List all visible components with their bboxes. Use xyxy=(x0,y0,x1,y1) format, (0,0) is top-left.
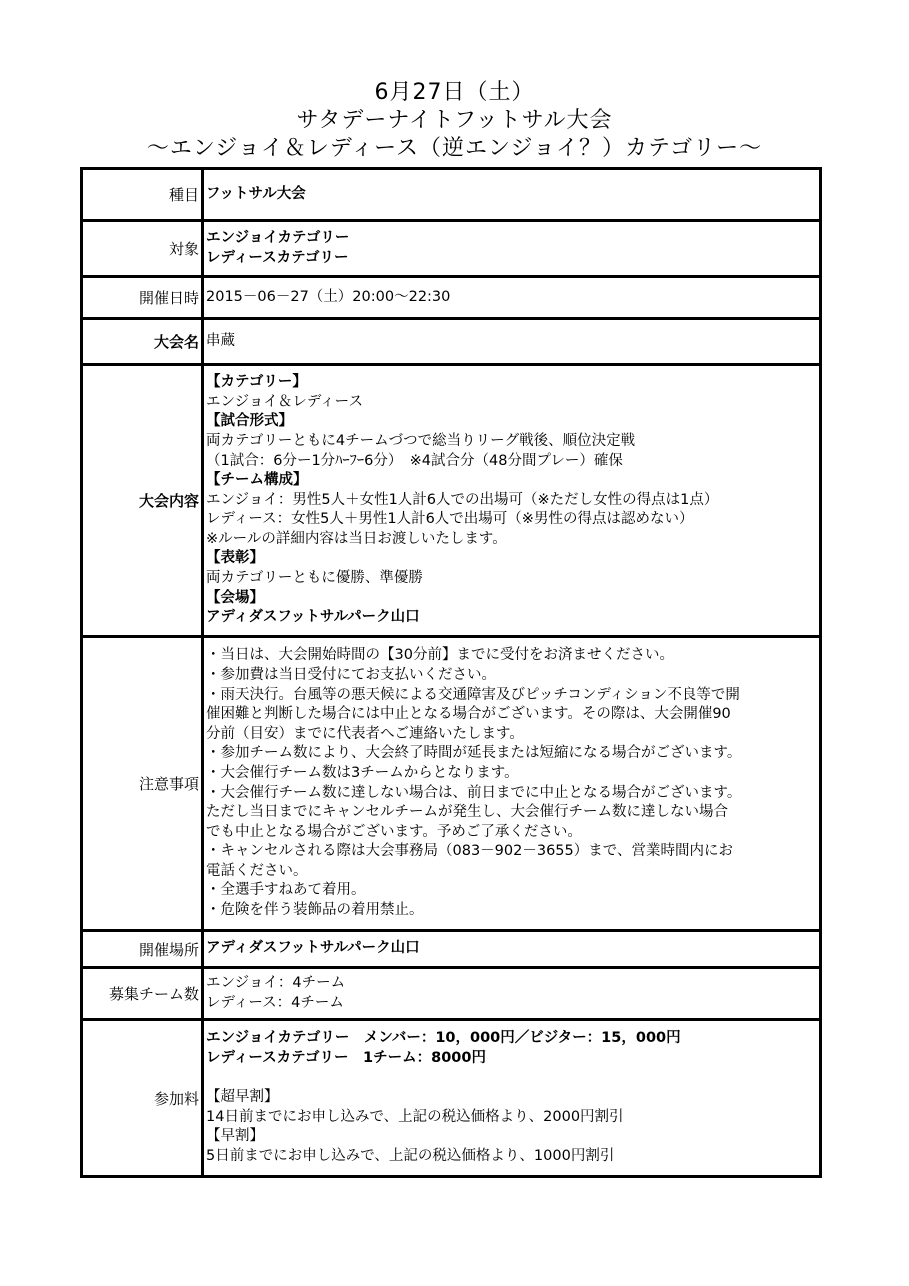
value-line: レディース：女性5人＋男性1人計6人で出場可（※男性の得点は認めない） xyxy=(206,511,694,528)
title-category: ～エンジョイ＆レディース（逆エンジョイ？）カテゴリー～ xyxy=(146,136,763,161)
value-line: アディダスフットサルパーク山口 xyxy=(206,940,420,957)
value-line: でも中止となる場合がございます。予めご了承ください。 xyxy=(206,823,582,840)
value-notes xyxy=(203,637,821,931)
value-line: 両カテゴリーともに4チームづつで総当りリーグ戦後、順位決定戦 xyxy=(206,432,636,449)
value-line: 催困難と判断した場合には中止となる場合がございます。その際は、大会開催90 xyxy=(206,706,731,723)
value-target xyxy=(203,221,821,277)
value-line: 5日前までにお申し込みで、上記の税込価格より、1000円割引 xyxy=(206,1147,615,1164)
row-event-type xyxy=(82,169,821,221)
label-event-type: 種目 xyxy=(82,169,203,221)
value-line: ・キャンセルされる際は大会事務局（083－902－3655）まで、営業時間内にお xyxy=(206,843,733,860)
value-line: ・大会催行チーム数は3チームからとなります。 xyxy=(206,764,519,781)
value-line: 【会場】 xyxy=(206,589,264,606)
value-line: レディース：4チーム xyxy=(206,994,344,1011)
value-line: 【チーム構成】 xyxy=(206,472,308,489)
value-content xyxy=(203,365,821,637)
event-info-table xyxy=(80,167,822,1178)
value-venue xyxy=(203,931,821,968)
value-event-type xyxy=(203,169,821,221)
value-line: 【カテゴリー】 xyxy=(206,374,307,391)
value-line: ※ルールの詳細内容は当日お渡しいたします。 xyxy=(206,530,507,547)
value-line: レディースカテゴリー 1チーム：8000円 xyxy=(206,1050,486,1067)
value-line: 【試合形式】 xyxy=(206,413,293,430)
value-line: 【表彰】 xyxy=(206,550,264,567)
value-line: 電話ください。 xyxy=(206,862,308,879)
row-venue xyxy=(82,931,821,968)
value-line: ・当日は、大会開始時間の【30分前】までに受付をお済ませください。 xyxy=(206,647,674,664)
label-fee: 参加料 xyxy=(82,1020,203,1177)
value-line: エンジョイ：男性5人＋女性1人計6人での出場可（※ただし女性の得点は1点） xyxy=(206,491,719,508)
row-teams xyxy=(82,968,821,1020)
value-line: フットサル大会 xyxy=(206,185,306,202)
title-date: 6月27日（土） xyxy=(374,80,535,105)
value-datetime xyxy=(203,277,821,319)
value-line: エンジョイカテゴリー xyxy=(206,229,350,246)
value-line: アディダスフットサルパーク山口 xyxy=(206,609,420,626)
value-line: ただし当日までにキャンセルチームが発生し、大会催行チーム数に達しない場合 xyxy=(206,804,728,821)
value-teams xyxy=(203,968,821,1020)
value-event-name xyxy=(203,319,821,365)
value-line: 【早割】 xyxy=(206,1128,264,1145)
value-line: （1試合：6分ー1分ﾊｰﾌｰ6分） ※4試合分（48分間プレー）確保 xyxy=(206,452,623,469)
row-fee xyxy=(82,1020,821,1177)
value-line: エンジョイカテゴリー メンバー：10，000円／ビジター：15，000円 xyxy=(206,1030,681,1047)
value-line: 【超早割】 xyxy=(206,1089,279,1106)
value-line: ・参加チーム数により、大会終了時間が延長または短縮になる場合がございます。 xyxy=(206,745,742,762)
label-notes: 注意事項 xyxy=(82,637,203,931)
value-line: エンジョイ：4チーム xyxy=(206,974,346,991)
label-venue: 開催場所 xyxy=(82,931,203,968)
label-content: 大会内容 xyxy=(82,365,203,637)
value-line: 14日前までにお申し込みで、上記の税込価格より、2000円割引 xyxy=(206,1108,624,1125)
value-line: ・参加費は当日受付にてお支払いください。 xyxy=(206,666,496,683)
label-datetime: 開催日時 xyxy=(82,277,203,319)
value-line xyxy=(206,1069,819,1089)
value-line: ・危険を伴う装飾品の着用禁止。 xyxy=(206,902,424,919)
label-target: 対象 xyxy=(82,221,203,277)
value-fee xyxy=(203,1020,821,1177)
row-notes xyxy=(82,637,821,931)
row-event-name xyxy=(82,319,821,365)
value-line: レディースカテゴリー xyxy=(206,249,349,266)
label-event-name: 大会名 xyxy=(82,319,203,365)
row-content xyxy=(82,365,821,637)
value-line: エンジョイ＆レディース xyxy=(206,393,363,410)
value-line: 串蔵 xyxy=(206,332,235,349)
value-line: ・全選手すねあて着用。 xyxy=(206,882,366,899)
row-target xyxy=(82,221,821,277)
value-line: ・大会催行チーム数に達しない場合は、前日までに中止となる場合がございます。 xyxy=(206,784,742,801)
value-line: ・雨天決行。台風等の悪天候による交通障害及びピッチコンディション不良等で開 xyxy=(206,686,740,703)
value-line: 両カテゴリーともに優勝、準優勝 xyxy=(206,570,423,587)
row-datetime xyxy=(82,277,821,319)
value-line: 2015－06－27（土）20:00～22:30 xyxy=(206,288,451,305)
label-teams: 募集チーム数 xyxy=(82,968,203,1020)
title-event: サタデーナイトフットサル大会 xyxy=(296,108,613,133)
value-line: 分前（目安）までに代表者へご連絡いたします。 xyxy=(206,725,524,742)
